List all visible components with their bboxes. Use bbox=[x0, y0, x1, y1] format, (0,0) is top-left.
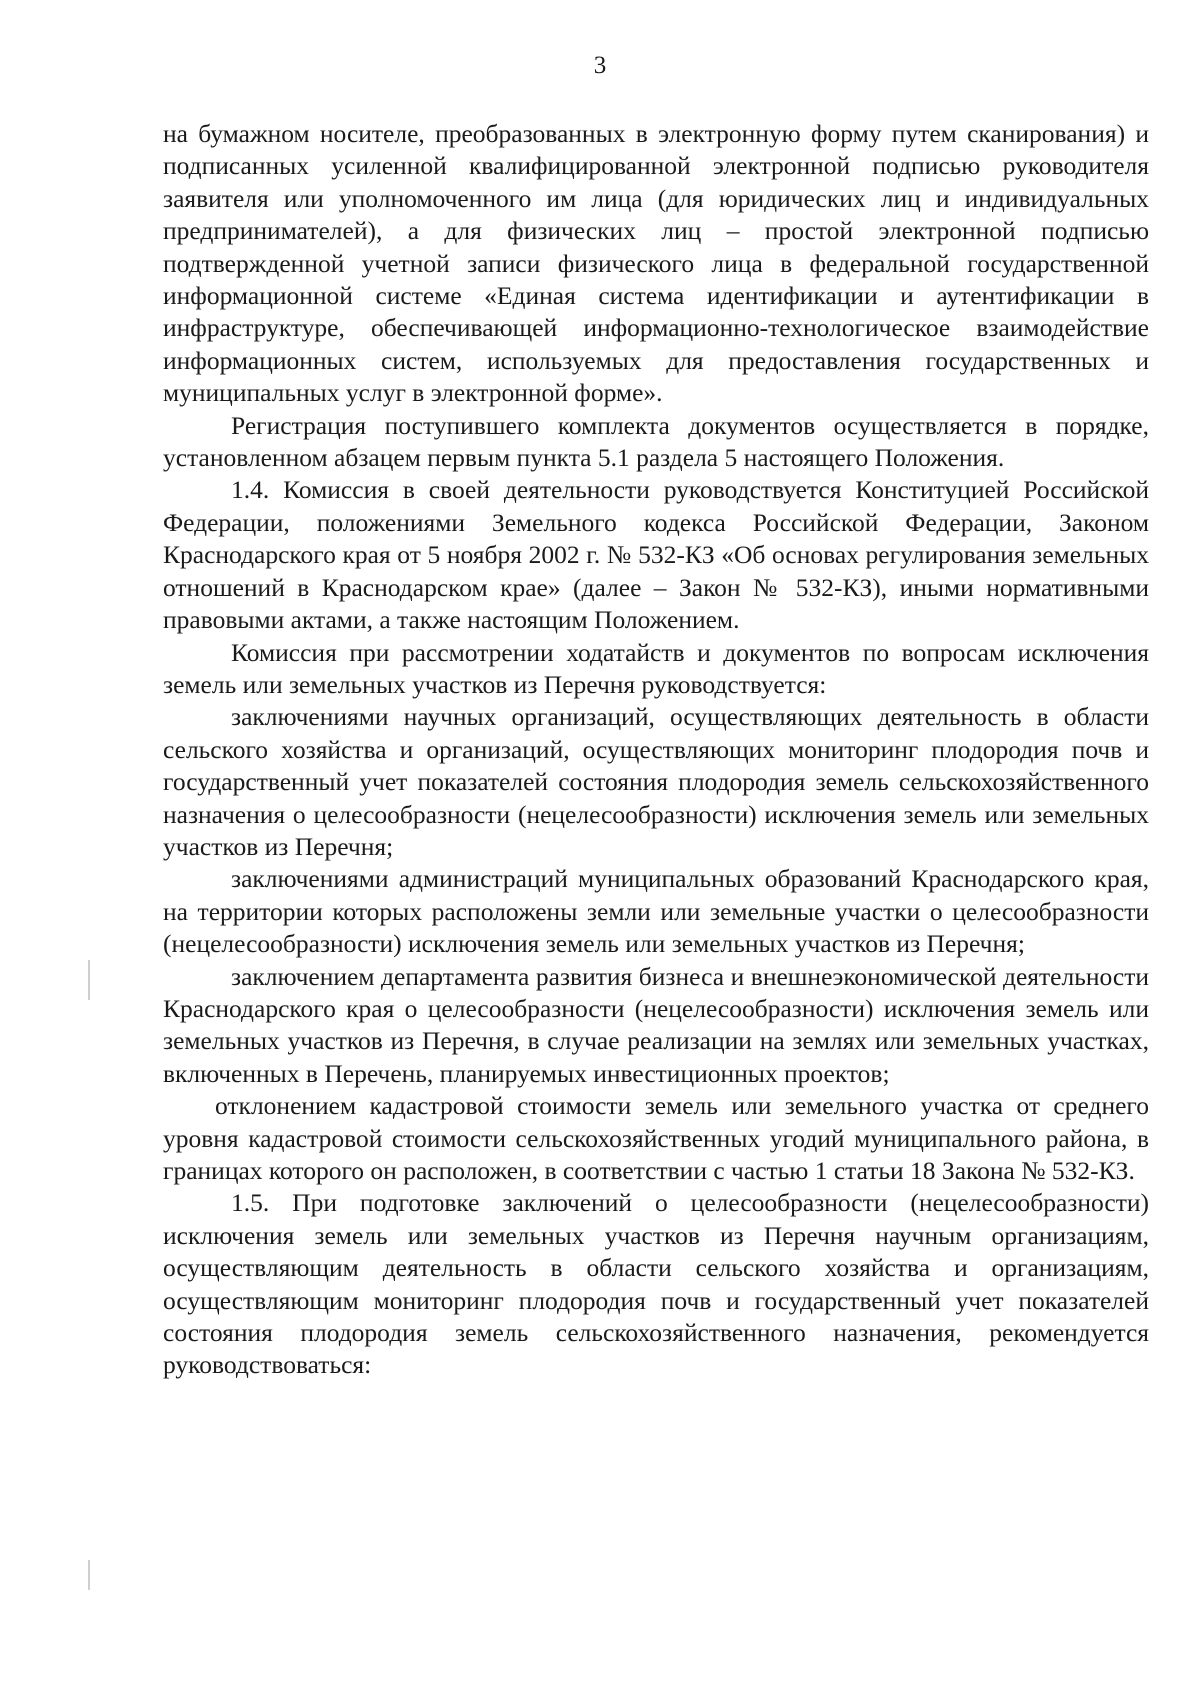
paragraph-1-4: 1.4. Комиссия в своей деятельности руководствуется Конституцией Российской Федерации, положениями Земельного кодекса Российской Федерации, Законом Краснодарского края от 5 ноября 2002 г. № 532-КЗ «Об основах регулирования земельных отношений в Краснодарском крае» (далее – Закон № 532-КЗ), иными нормативными правовыми актами, а также настоящим Положением. bbox=[163, 475, 1149, 635]
paragraph-registration: Регистрация поступившего комплекта документов осуществляется в порядке, установленном абзацем первым пункта 5.1 раздела 5 настоящего Положения. bbox=[163, 410, 1149, 473]
page-number: 3 bbox=[593, 52, 607, 79]
scan-margin-mark bbox=[88, 960, 90, 1000]
list-item-municipal-conclusions: заключениями администраций муниципальных образований Краснодарского края, на территории которых расположены земли или земельные участки о целесообразности (нецелесообразности) исключения земель или земельных участков из Перечня; bbox=[163, 864, 1149, 959]
list-item-cadastral-deviation: отклонением кадастровой стоимости земель или земельного участка от среднего уровня кадастровой стоимости сельскохозяйственных угодий муниципального района, в границах которого он расположен, в соответствии с частью 1 статьи 18 Закона № 532-КЗ. bbox=[163, 1091, 1149, 1185]
scan-margin-mark bbox=[88, 1560, 90, 1590]
paragraph-1-5: 1.5. При подготовке заключений о целесообразности (нецелесообразности) исключения земель или земельных участков из Перечня научным организациям, осуществляющим деятельность в области сельского хозяйства и организациям, осуществляющим мониторинг плодородия почв и государственный учет показателей состояния плодородия земель сельскохозяйственного назначения, рекомендуется руководствоваться: bbox=[163, 1188, 1149, 1380]
paragraph-continuation: на бумажном носителе, преобразованных в электронную форму путем сканирования) и подписанных усиленной квалифицированной электронной подписью руководителя заявителя или уполномоченного им лица (для юридических лиц и индивидуальных предпринимателей), а для физических лиц – простой электронной подписью подтвержденной учетной записи физического лица в федеральной государственной информационной системе «Единая система идентификации и аутентификации в инфраструктуре, обеспечивающей информационно-технологическое взаимодействие информационных систем, используемых для предоставления государственных и муниципальных услуг в электронной форме». bbox=[163, 119, 1149, 408]
list-item-scientific-conclusions: заключениями научных организаций, осуществляющих деятельность в области сельского хозяйства и организаций, осуществляющих мониторинг плодородия почв и государственный учет показателей состояния плодородия земель сельскохозяйственного назначения о целесообразности (нецелесообразности) исключения земель или земельных участков из Перечня; bbox=[163, 702, 1149, 861]
document-body bbox=[163, 118, 1149, 1382]
list-item-department-conclusion: заключением департамента развития бизнеса и внешнеэкономической деятельности Краснодарского края о целесообразности (нецелесообразности) исключения земель или земельных участков из Перечня, в случае реализации на землях или земельных участках, включенных в Перечень, планируемых инвестиционных проектов; bbox=[163, 961, 1149, 1088]
paragraph-commission-guidance: Комиссия при рассмотрении ходатайств и документов по вопросам исключения земель или земельных участков из Перечня руководствуется: bbox=[163, 637, 1149, 699]
